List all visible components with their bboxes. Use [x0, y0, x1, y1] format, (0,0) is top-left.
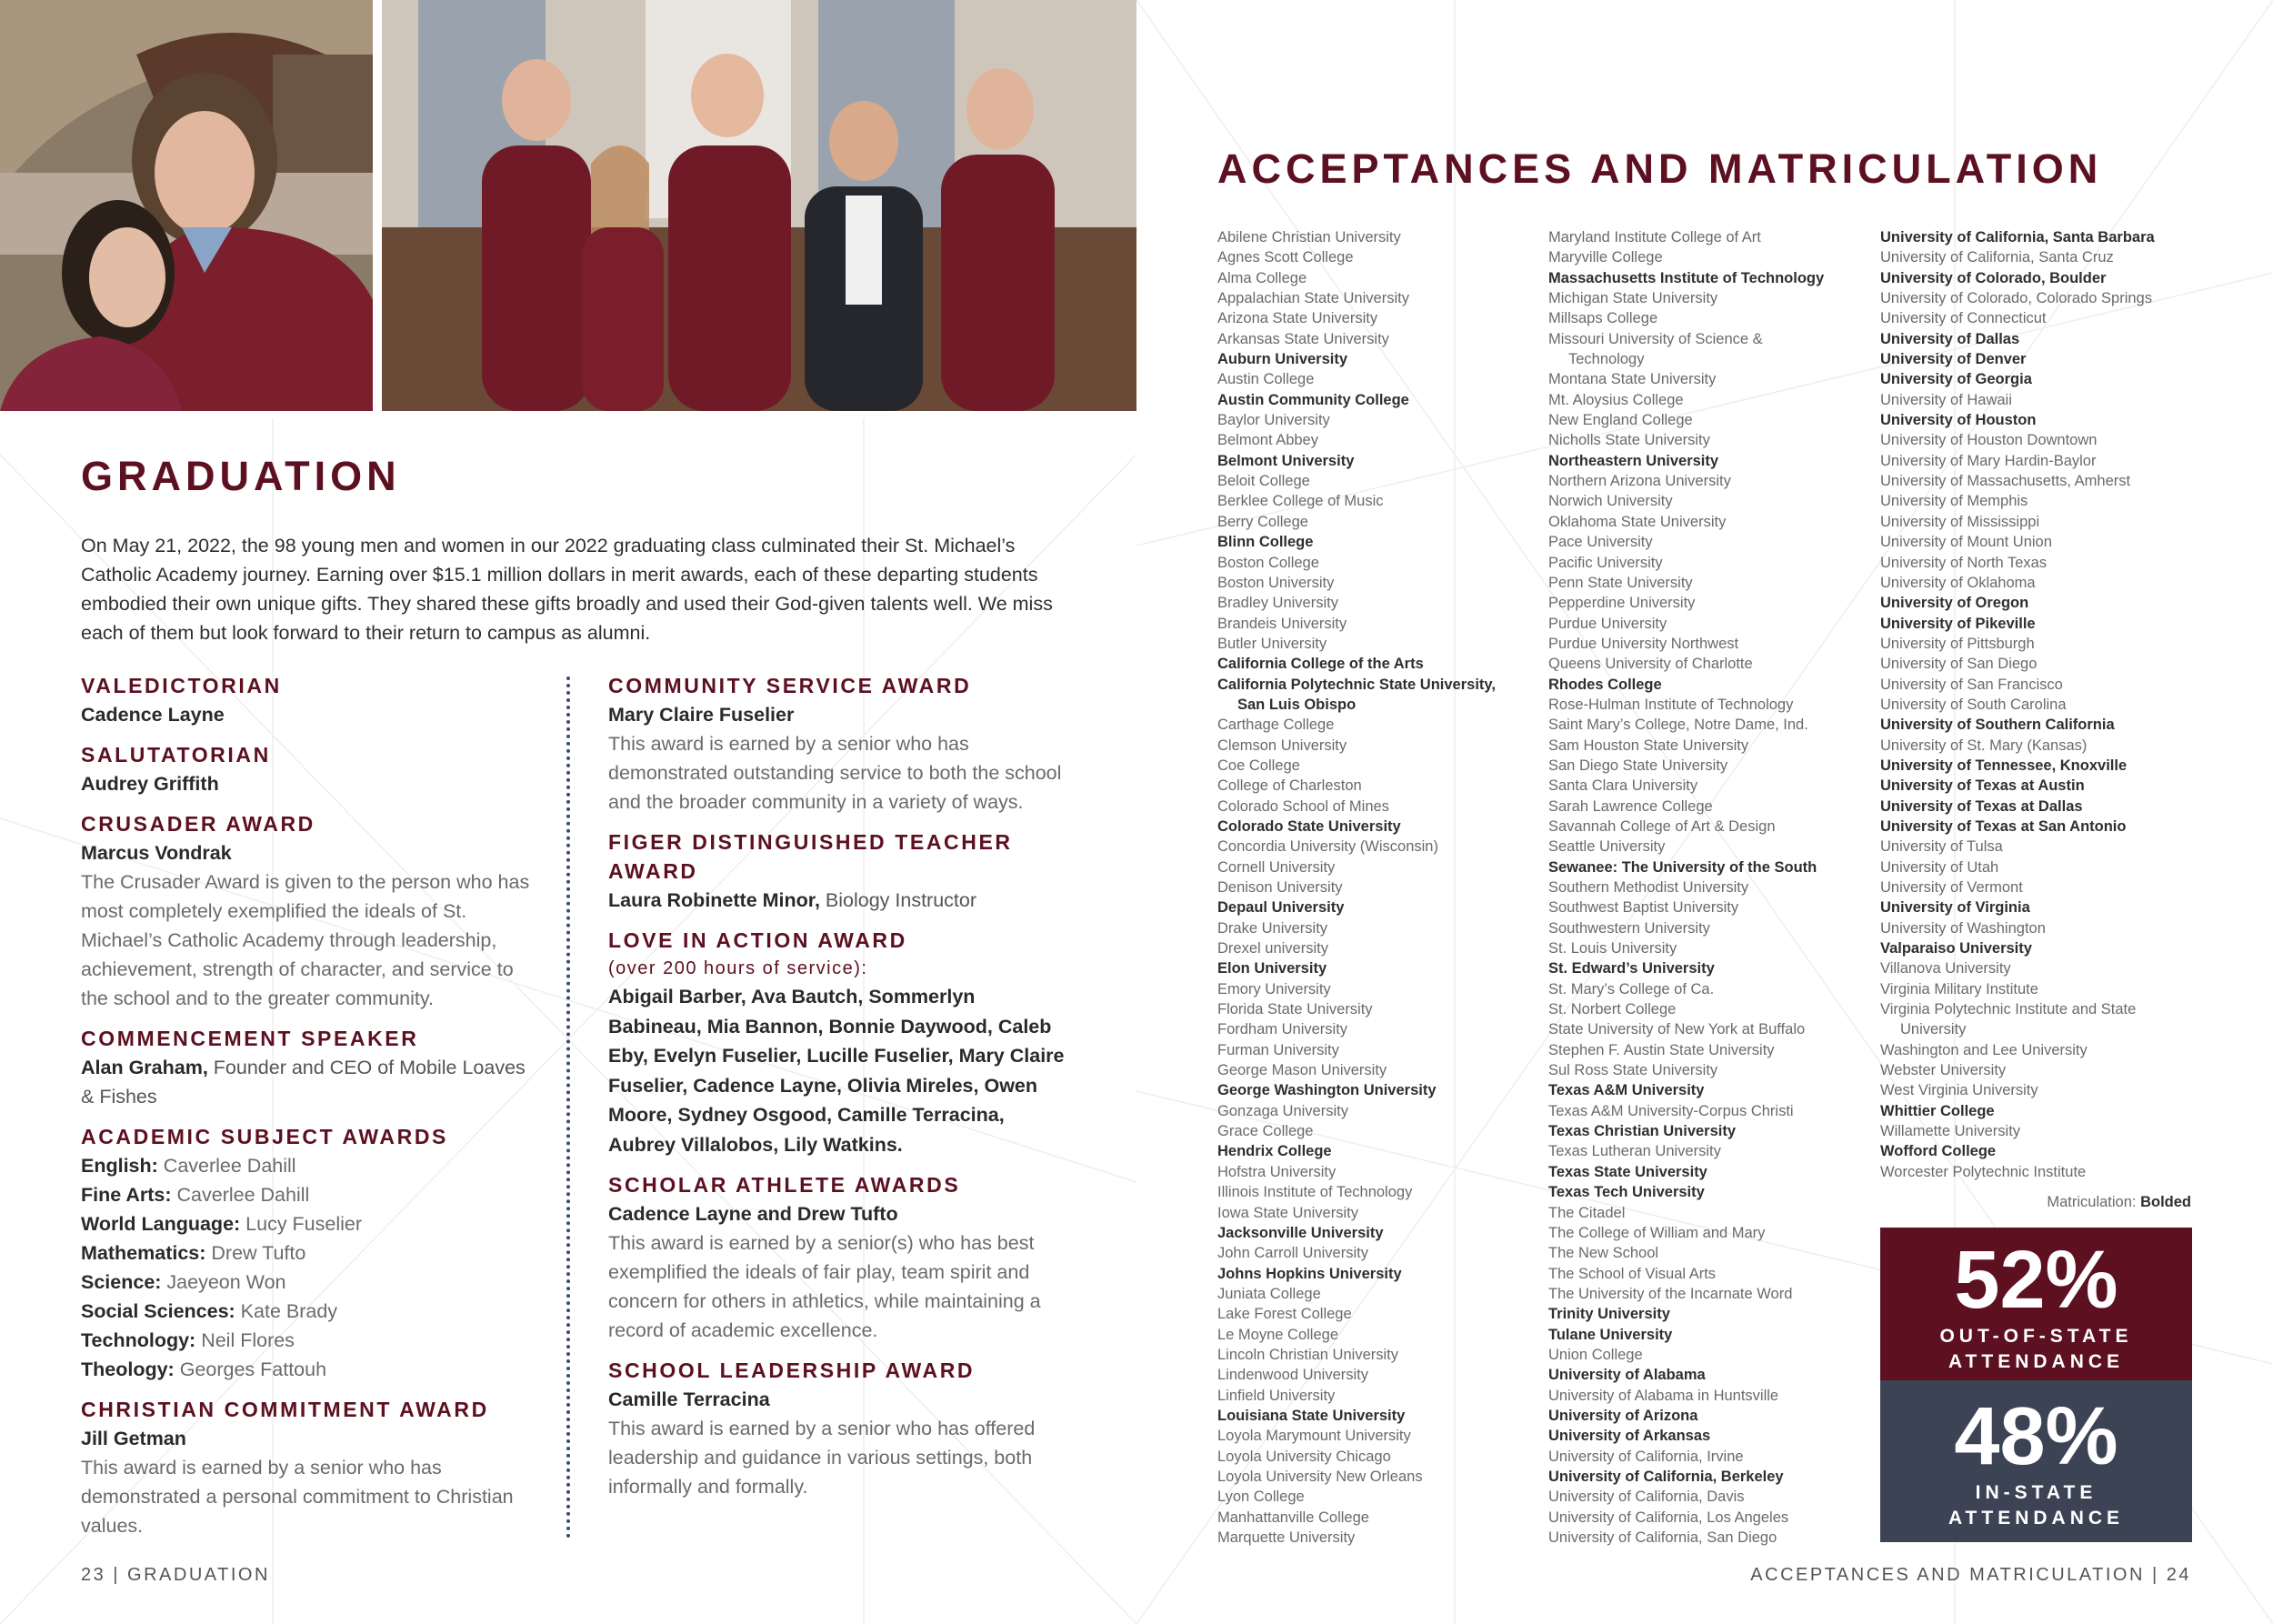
university-item: Gonzaga University	[1217, 1102, 1348, 1119]
love-in-action-heading: LOVE IN ACTION AWARD	[608, 928, 907, 952]
university-item: University of California, Irvine	[1548, 1448, 1744, 1465]
university-item: Michigan State University	[1548, 290, 1718, 307]
university-item: Bradley University	[1217, 595, 1338, 612]
crusader-award-section	[81, 809, 536, 1013]
university-item: Maryland Institute College of Art	[1548, 229, 1761, 246]
academic-subject-awards-heading: ACADEMIC SUBJECT AWARDS	[81, 1125, 448, 1148]
in-state-stat-box	[1880, 1380, 2192, 1542]
university-item: Washington and Lee University	[1880, 1041, 2088, 1058]
figer-teacher-line	[608, 886, 1072, 915]
university-item: The School of Visual Arts	[1548, 1265, 1717, 1282]
university-item: Rhodes College	[1548, 676, 1662, 693]
university-item: Saint Mary’s College, Notre Dame, Ind.	[1548, 717, 1808, 734]
university-item: Hofstra University	[1217, 1163, 1337, 1180]
university-item: Nicholls State University	[1548, 432, 1710, 449]
university-item: The College of William and Mary	[1548, 1224, 1766, 1241]
university-item: George Mason University	[1217, 1062, 1387, 1079]
university-item: University of Tulsa	[1880, 838, 2003, 856]
out-of-state-percent: 52%	[1954, 1235, 2118, 1326]
university-item: Missouri University of Science &	[1548, 330, 1763, 347]
university-item: University of Hawaii	[1880, 391, 2012, 408]
university-item: University of Memphis	[1880, 493, 2028, 510]
university-item: Southern Methodist University	[1548, 879, 1749, 896]
university-item: Loyola University New Orleans	[1217, 1468, 1423, 1485]
university-item: Berklee College of Music	[1217, 493, 1384, 510]
university-item: University of Utah	[1880, 858, 1999, 876]
university-item: Colorado State University	[1217, 817, 1401, 835]
commencement-speaker-section	[81, 1024, 536, 1111]
subject-award-mathematics: Mathematics: Drew Tufto	[81, 1242, 306, 1264]
out-of-state-stat-box	[1880, 1228, 2192, 1380]
university-item: Texas A&M University-Corpus Christi	[1548, 1102, 1794, 1119]
university-item: Illinois Institute of Technology	[1217, 1184, 1413, 1201]
subject-award-technology: Technology: Neil Flores	[81, 1329, 295, 1351]
university-item: Southwestern University	[1548, 919, 1710, 937]
university-item: Trinity University	[1548, 1306, 1670, 1323]
university-item: Johns Hopkins University	[1217, 1265, 1402, 1282]
university-item: Colorado School of Mines	[1217, 797, 1389, 815]
university-item: Sewanee: The University of the South	[1548, 858, 1817, 876]
university-item: Texas Tech University	[1548, 1184, 1705, 1201]
university-item: Penn State University	[1548, 574, 1693, 591]
university-item: Iowa State University	[1217, 1204, 1358, 1221]
university-item: Willamette University	[1880, 1123, 2021, 1140]
salutatorian-name: Audrey Griffith	[81, 773, 219, 795]
university-item: University of Alabama	[1548, 1367, 1706, 1384]
university-item: University of California, San Diego	[1548, 1529, 1777, 1546]
university-item: University of Massachusetts, Amherst	[1880, 473, 2131, 490]
university-item: University of Oregon	[1880, 595, 2029, 612]
university-item: Queens University of Charlotte	[1548, 656, 1753, 673]
love-in-action-section	[608, 926, 1072, 1159]
in-state-label-attendance: ATTENDANCE	[1948, 1508, 2125, 1529]
university-item: Union College	[1548, 1346, 1643, 1363]
university-item: Blinn College	[1217, 534, 1314, 551]
university-item: University of South Carolina	[1880, 696, 2067, 713]
subject-award-theology: Theology: Georges Fattouh	[81, 1358, 327, 1380]
university-item: Millsaps College	[1548, 310, 1658, 327]
out-of-state-label: OUT-OF-STATE	[1939, 1326, 2133, 1347]
university-item: Maryville College	[1548, 249, 1663, 266]
university-item: University of North Texas	[1880, 554, 2048, 571]
university-item: University of Arkansas	[1548, 1428, 1711, 1445]
university-item: University of Arizona	[1548, 1407, 1698, 1424]
scholar-athlete-heading: SCHOLAR ATHLETE AWARDS	[608, 1173, 961, 1197]
graduation-photo-couple	[0, 0, 373, 411]
graduation-intro-paragraph: On May 21, 2022, the 98 young men and women in our 2022 graduating class culminated their St. Michael’s Catholic Academy journey. Earning over $15.1 million dollars in merit awards, each of these departing students embodied their own unique gifts. They shared these gifts broadly and used their God-given talents well. We miss each of them but look forward to their return to campus as alumni.	[81, 535, 1053, 644]
university-item: Belmont Abbey	[1217, 432, 1318, 449]
in-state-percent: 48%	[1954, 1391, 2118, 1482]
university-item: University of Houston	[1880, 412, 2037, 429]
university-item: Furman University	[1217, 1041, 1339, 1058]
subject-award-world-language: World Language: Lucy Fuselier	[81, 1213, 363, 1235]
university-item: Savannah College of Art & Design	[1548, 817, 1776, 835]
university-item: University of Colorado, Colorado Springs	[1880, 290, 2152, 307]
christian-commitment-section	[81, 1395, 536, 1540]
university-item: Depaul University	[1217, 899, 1345, 917]
university-item: West Virginia University	[1880, 1082, 2038, 1099]
university-item: College of Charleston	[1217, 777, 1362, 795]
university-item: California College of the Arts	[1217, 656, 1424, 673]
university-item: Tulane University	[1548, 1326, 1673, 1343]
university-item: Webster University	[1880, 1062, 2007, 1079]
university-list-column-1	[1217, 227, 1540, 1548]
university-item: Linfield University	[1217, 1387, 1336, 1404]
university-item: Loyola University Chicago	[1217, 1448, 1391, 1465]
university-item: University of California, Los Angeles	[1548, 1509, 1789, 1526]
matriculation-legend: Matriculation: Bolded	[2047, 1194, 2191, 1210]
university-item: Drake University	[1217, 919, 1328, 937]
university-item: Whittier College	[1880, 1102, 1995, 1119]
university-item: Jacksonville University	[1217, 1224, 1384, 1241]
university-item: University of St. Mary (Kansas)	[1880, 737, 2088, 754]
love-in-action-names: Abigail Barber, Ava Bautch, Sommerlyn Babineau, Mia Bannon, Bonnie Daywood, Caleb Eby, Evelyn Fuselier, Lucille Fuselier, Mary Claire Fuselier, Cadence Layne, Olivia Mireles, Owen Moore, Sydney Osgood, Camille Terracina, Aubrey Villalobos, Lily Watkins.	[608, 986, 1065, 1156]
university-item: Stephen F. Austin State University	[1548, 1041, 1775, 1058]
university-item: University of San Diego	[1880, 656, 2038, 673]
university-item: Lyon College	[1217, 1489, 1305, 1506]
university-item: University of California, Santa Barbara	[1880, 229, 2155, 246]
university-item: Appalachian State University	[1217, 290, 1409, 307]
christian-commitment-description: This award is earned by a senior who has demonstrated a personal commitment to Christian values.	[81, 1457, 514, 1537]
university-item: University of Connecticut	[1880, 310, 2047, 327]
university-item: University of Pittsburgh	[1880, 635, 2035, 652]
university-item: University of Dallas	[1880, 330, 2020, 347]
university-item: Manhattanville College	[1217, 1509, 1369, 1526]
christian-commitment-heading: CHRISTIAN COMMITMENT AWARD	[81, 1398, 489, 1421]
university-item: Elon University	[1217, 960, 1327, 977]
figer-teacher-name: Laura Robinette Minor,	[608, 889, 820, 911]
school-leadership-name: Camille Terracina	[608, 1388, 770, 1410]
university-item: University of Texas at Dallas	[1880, 797, 2083, 815]
subject-award-fine-arts: Fine Arts: Caverlee Dahill	[81, 1184, 310, 1206]
scholar-athlete-names: Cadence Layne and Drew Tufto	[608, 1203, 898, 1225]
university-item: University of Mount Union	[1880, 534, 2052, 551]
university-item: Louisiana State University	[1217, 1407, 1406, 1424]
christian-commitment-name: Jill Getman	[81, 1428, 186, 1449]
university-item: Sarah Lawrence College	[1548, 797, 1713, 815]
university-item: Hendrix College	[1217, 1143, 1332, 1160]
graduation-photo-group	[382, 0, 1136, 411]
column-divider-dotted	[566, 677, 570, 1539]
university-item: Texas State University	[1548, 1163, 1707, 1180]
university-item: Arkansas State University	[1217, 330, 1389, 347]
university-item: University of San Francisco	[1880, 676, 2063, 693]
school-leadership-heading: SCHOOL LEADERSHIP AWARD	[608, 1358, 976, 1382]
university-item: Texas A&M University	[1548, 1082, 1705, 1099]
commencement-speaker-role: Founder and CEO of Mobile Loaves & Fishes	[81, 1057, 526, 1108]
university-item: University of Oklahoma	[1880, 574, 2036, 591]
university-item: Purdue University	[1548, 615, 1667, 632]
university-item: Pacific University	[1548, 554, 1663, 571]
university-item: Austin College	[1217, 371, 1315, 388]
university-item: Purdue University Northwest	[1548, 635, 1739, 652]
commencement-speaker-name: Alan Graham,	[81, 1057, 208, 1078]
university-item: University of California, Davis	[1548, 1489, 1745, 1506]
in-state-label: IN-STATE	[1975, 1482, 2098, 1503]
university-item: Lindenwood University	[1217, 1367, 1369, 1384]
university-item: Austin Community College	[1217, 391, 1409, 408]
university-item: Clemson University	[1217, 737, 1347, 754]
university-item: Massachusetts Institute of Technology	[1548, 269, 1825, 286]
university-item: Wofford College	[1880, 1143, 1997, 1160]
university-item: Belmont University	[1217, 452, 1355, 469]
university-item: Florida State University	[1217, 1001, 1373, 1018]
university-item: University of Vermont	[1880, 879, 2023, 896]
university-item: University of Virginia	[1880, 899, 2030, 917]
university-item: Norwich University	[1548, 493, 1673, 510]
university-item: Seattle University	[1548, 838, 1666, 856]
university-item: University	[1900, 1021, 1967, 1038]
university-item: Berry College	[1217, 513, 1308, 530]
university-item: Le Moyne College	[1217, 1326, 1338, 1343]
figer-teacher-heading: FIGER DISTINGUISHED TEACHER AWARD	[608, 830, 1013, 883]
university-item: St. Louis University	[1548, 940, 1677, 957]
subject-award-science: Science: Jaeyeon Won	[81, 1271, 286, 1293]
university-item: San Luis Obispo	[1237, 696, 1357, 713]
commencement-speaker-line	[81, 1053, 536, 1111]
university-item: Brandeis University	[1217, 615, 1347, 632]
university-item: Butler University	[1217, 635, 1327, 652]
university-item: Cornell University	[1217, 858, 1336, 876]
crusader-award-heading: CRUSADER AWARD	[81, 812, 315, 836]
university-item: Northeastern University	[1548, 452, 1719, 469]
university-item: Texas Christian University	[1548, 1123, 1737, 1140]
university-item: Boston College	[1217, 554, 1319, 571]
university-item: Texas Lutheran University	[1548, 1143, 1721, 1160]
university-item: Montana State University	[1548, 371, 1717, 388]
left-page-footer: 23 | GRADUATION	[81, 1565, 270, 1585]
salutatorian-heading: SALUTATORIAN	[81, 743, 271, 767]
right-page-footer: ACCEPTANCES AND MATRICULATION | 24	[1750, 1565, 2191, 1585]
university-item: University of Texas at San Antonio	[1880, 817, 2127, 835]
university-item: University of Tennessee, Knoxville	[1880, 757, 2128, 774]
academic-subject-awards-section	[81, 1122, 536, 1384]
university-item: University of Colorado, Boulder	[1880, 269, 2107, 286]
university-item: Oklahoma State University	[1548, 513, 1727, 530]
university-item: University of California, Berkeley	[1548, 1468, 1784, 1485]
university-item: University of Georgia	[1880, 371, 2032, 388]
subject-award-social-sciences: Social Sciences: Kate Brady	[81, 1300, 338, 1322]
university-item: St. Edward’s University	[1548, 960, 1715, 977]
university-item: Grace College	[1217, 1123, 1314, 1140]
university-item: Santa Clara University	[1548, 777, 1698, 795]
university-item: The Citadel	[1548, 1204, 1626, 1221]
university-item: Auburn University	[1217, 351, 1348, 368]
scholar-athlete-section	[608, 1170, 1072, 1345]
university-item: Alma College	[1217, 269, 1307, 286]
salutatorian-section	[81, 740, 536, 798]
university-item: Marquette University	[1217, 1529, 1356, 1546]
community-service-description: This award is earned by a senior who has demonstrated outstanding service to both the school and the broader community in a variety of ways.	[608, 733, 1062, 813]
university-item: Arizona State University	[1217, 310, 1378, 327]
university-item: State University of New York at Buffalo	[1548, 1021, 1806, 1038]
figer-teacher-section	[608, 827, 1072, 915]
university-item: Pepperdine University	[1548, 595, 1696, 612]
university-item: University of Southern California	[1880, 717, 2115, 734]
university-item: Fordham University	[1217, 1021, 1348, 1038]
awards-column-right	[608, 671, 1072, 1512]
university-item: St. Norbert College	[1548, 1001, 1677, 1018]
university-item: Emory University	[1217, 980, 1331, 997]
university-item: Southwest Baptist University	[1548, 899, 1739, 917]
page-title-graduation: GRADUATION	[81, 453, 401, 499]
scholar-athlete-description: This award is earned by a senior(s) who has best exemplified the ideals of fair play, team spirit and concern for others in athletics, while maintaining a record of academic excellence.	[608, 1232, 1041, 1341]
university-item: Sul Ross State University	[1548, 1062, 1718, 1079]
university-item: Carthage College	[1217, 717, 1335, 734]
subject-award-english: English: Caverlee Dahill	[81, 1155, 296, 1177]
university-item: Virginia Military Institute	[1880, 980, 2038, 997]
university-item: Valparaiso University	[1880, 940, 2032, 957]
crusader-award-name: Marcus Vondrak	[81, 842, 232, 864]
school-leadership-section	[608, 1356, 1072, 1501]
university-item: Agnes Scott College	[1217, 249, 1354, 266]
love-in-action-subheading: (over 200 hours of service):	[608, 958, 868, 978]
university-item: Sam Houston State University	[1548, 737, 1749, 754]
university-item: Coe College	[1217, 757, 1300, 774]
university-item: St. Mary’s College of Ca.	[1548, 980, 1715, 997]
valedictorian-name: Cadence Layne	[81, 704, 225, 726]
university-item: John Carroll University	[1217, 1245, 1368, 1262]
community-service-heading: COMMUNITY SERVICE AWARD	[608, 674, 972, 697]
university-list-column-2	[1548, 227, 1871, 1548]
university-item: Villanova University	[1880, 960, 2011, 977]
university-item: Rose-Hulman Institute of Technology	[1548, 696, 1794, 713]
awards-column-left	[81, 671, 536, 1551]
university-item: The University of the Incarnate Word	[1548, 1285, 1793, 1302]
figer-teacher-role: Biology Instructor	[819, 889, 977, 911]
university-item: Boston University	[1217, 574, 1335, 591]
school-leadership-description: This award is earned by a senior who has offered leadership and guidance in various settings, both informally and formally.	[608, 1418, 1036, 1498]
university-item: University of Houston Downtown	[1880, 432, 2098, 449]
university-item: California Polytechnic State University,	[1217, 676, 1496, 693]
university-item: Lincoln Christian University	[1217, 1346, 1398, 1363]
university-item: Juniata College	[1217, 1285, 1321, 1302]
university-item: University of Mary Hardin-Baylor	[1880, 452, 2097, 469]
university-item: University of Denver	[1880, 351, 2027, 368]
page-title-acceptances: ACCEPTANCES AND MATRICULATION	[1217, 145, 2103, 192]
university-item: University of Mississippi	[1880, 513, 2040, 530]
university-item: The New School	[1548, 1245, 1659, 1262]
university-item: San Diego State University	[1548, 757, 1728, 774]
university-item: University of Alabama in Huntsville	[1548, 1387, 1779, 1404]
university-item: University of Pikeville	[1880, 615, 2036, 632]
university-item: Beloit College	[1217, 473, 1310, 490]
university-item: Denison University	[1217, 879, 1343, 896]
university-list-column-3	[1880, 227, 2203, 1182]
university-item: Concordia University (Wisconsin)	[1217, 838, 1438, 856]
university-item: Pace University	[1548, 534, 1653, 551]
university-item: Lake Forest College	[1217, 1306, 1352, 1323]
university-item: University of California, Santa Cruz	[1880, 249, 2114, 266]
university-item: Drexel university	[1217, 940, 1328, 957]
university-item: University of Texas at Austin	[1880, 777, 2085, 795]
university-item: Loyola Marymount University	[1217, 1428, 1411, 1445]
university-item: New England College	[1548, 412, 1693, 429]
university-item: George Washington University	[1217, 1082, 1437, 1099]
commencement-speaker-heading: COMMENCEMENT SPEAKER	[81, 1027, 419, 1050]
university-item: Mt. Aloysius College	[1548, 391, 1684, 408]
valedictorian-section	[81, 671, 536, 729]
university-item: Technology	[1568, 351, 1645, 368]
university-item: Baylor University	[1217, 412, 1330, 429]
out-of-state-label-attendance: ATTENDANCE	[1948, 1351, 2125, 1372]
valedictorian-heading: VALEDICTORIAN	[81, 674, 282, 697]
crusader-award-description: The Crusader Award is given to the person who has most completely exemplified the ideals of St. Michael’s Catholic Academy through leadership, achievement, strength of character, and service to the school and to the greater community.	[81, 871, 530, 1009]
university-item: University of Washington	[1880, 919, 2046, 937]
university-item: Worcester Polytechnic Institute	[1880, 1163, 2087, 1180]
community-service-section	[608, 671, 1072, 817]
university-item: Virginia Polytechnic Institute and State	[1880, 1001, 2137, 1018]
university-item: Abilene Christian University	[1217, 229, 1401, 246]
community-service-name: Mary Claire Fuselier	[608, 704, 795, 726]
university-item: Northern Arizona University	[1548, 473, 1731, 490]
